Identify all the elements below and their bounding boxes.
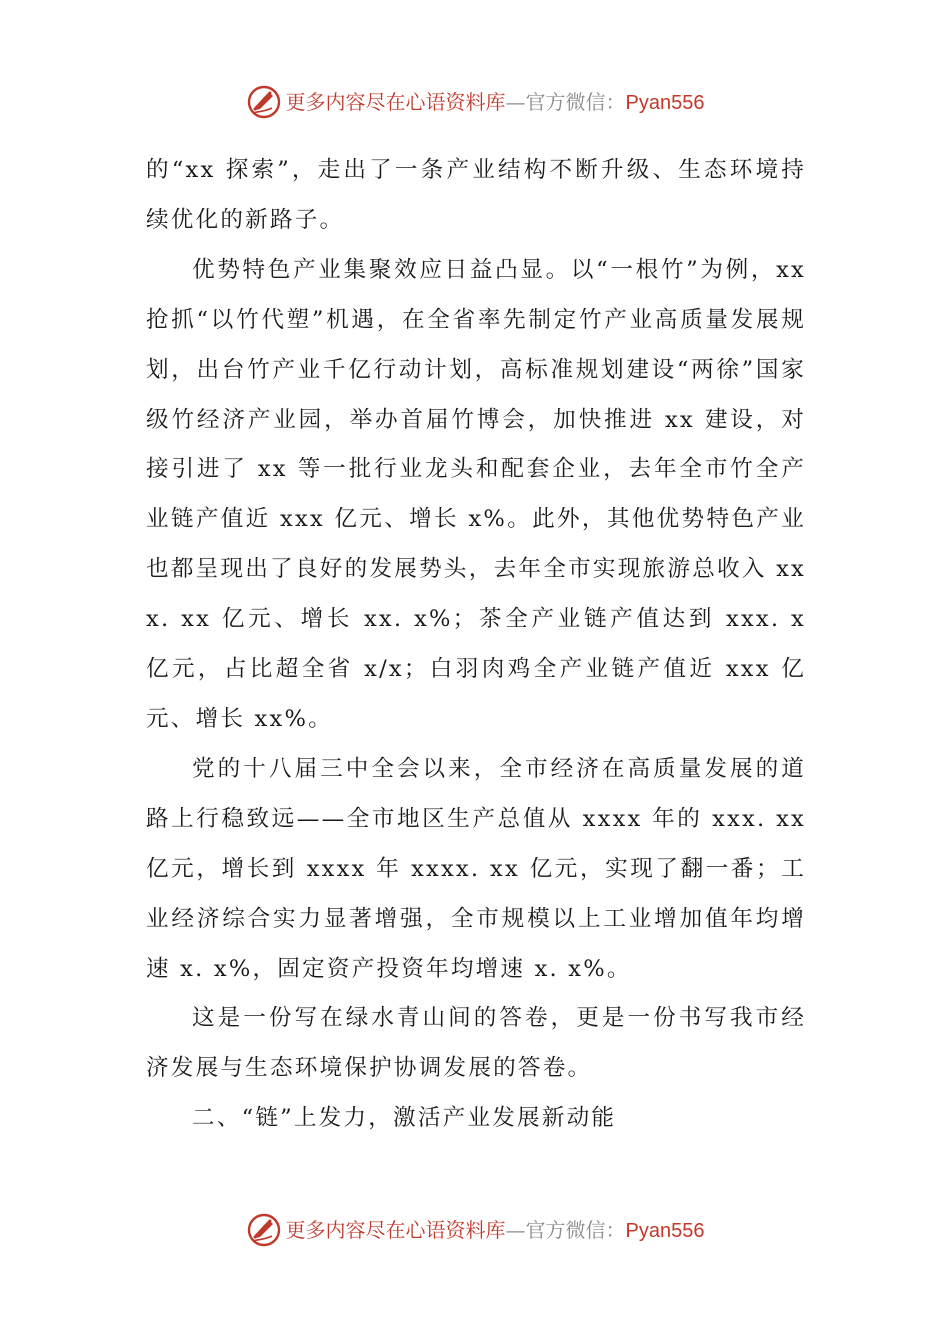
header-banner bbox=[0, 82, 950, 122]
section-heading: 二、“链”上发力，激活产业发展新动能 bbox=[192, 1105, 617, 1132]
paragraph-economic-growth: 党的十八届三中全会以来，全市经济在高质量发展的道路上行稳致远——全市地区生产总值从 xxxx 年的 xxx. xx 亿元，增长到 xxxx 年 xxxx. xx 亿元，实现了翻一番；工业经济综合实力显著增强，全市规模以上工业增加值年均增速 x. x%，固定资产投资年均增速 x. x%。 bbox=[146, 755, 806, 982]
banner-wechat-id: Pyan556 bbox=[625, 91, 705, 114]
paragraph-bamboo-industry: 优势特色产业集聚效应日益凸显。以“一根竹”为例，xx 抢抓“以竹代塑”机遇，在全省率先制定竹产业高质量发展规划，出台竹产业千亿行动计划，高标准规划建设“两徐”国家级竹经济产业园，举办首届竹博会，加快推进 xx 建设，对接引进了 xx 等一批行业龙头和配套企业，去年全市竹全产业链产值近 xxx 亿元、增长 x%。此外，其他优势特色产业也都呈现出了良好的发展势头，去年全市实现旅游总收入 xxx. xx 亿元、增长 xx. x%；茶全产业链产值达到 xxx. x 亿元，占比超全省 x/x；白羽肉鸡全产业链产值近 xxx 亿元、增长 xx%。 bbox=[146, 256, 806, 732]
banner-wechat-id: Pyan556 bbox=[625, 1219, 705, 1242]
pen-logo-icon bbox=[246, 84, 282, 120]
banner-sub-text: —官方微信： bbox=[505, 1217, 626, 1242]
banner-main-text: 更多内容尽在心语资料库 bbox=[285, 1217, 506, 1242]
document-body bbox=[146, 146, 806, 1144]
paragraph-continuation: 的“xx 探索”，走出了一条产业结构不断升级、生态环境持续优化的新路子。 bbox=[146, 157, 806, 233]
banner-text bbox=[286, 1210, 705, 1251]
banner-text bbox=[286, 82, 705, 123]
banner-main-text: 更多内容尽在心语资料库 bbox=[285, 89, 506, 114]
banner-sub-text: —官方微信： bbox=[505, 89, 626, 114]
pen-logo-icon bbox=[246, 1212, 282, 1248]
paragraph-answer-sheet: 这是一份写在绿水青山间的答卷，更是一份书写我市经济发展与生态环境保护协调发展的答卷。 bbox=[146, 1005, 806, 1082]
footer-banner bbox=[0, 1210, 950, 1250]
